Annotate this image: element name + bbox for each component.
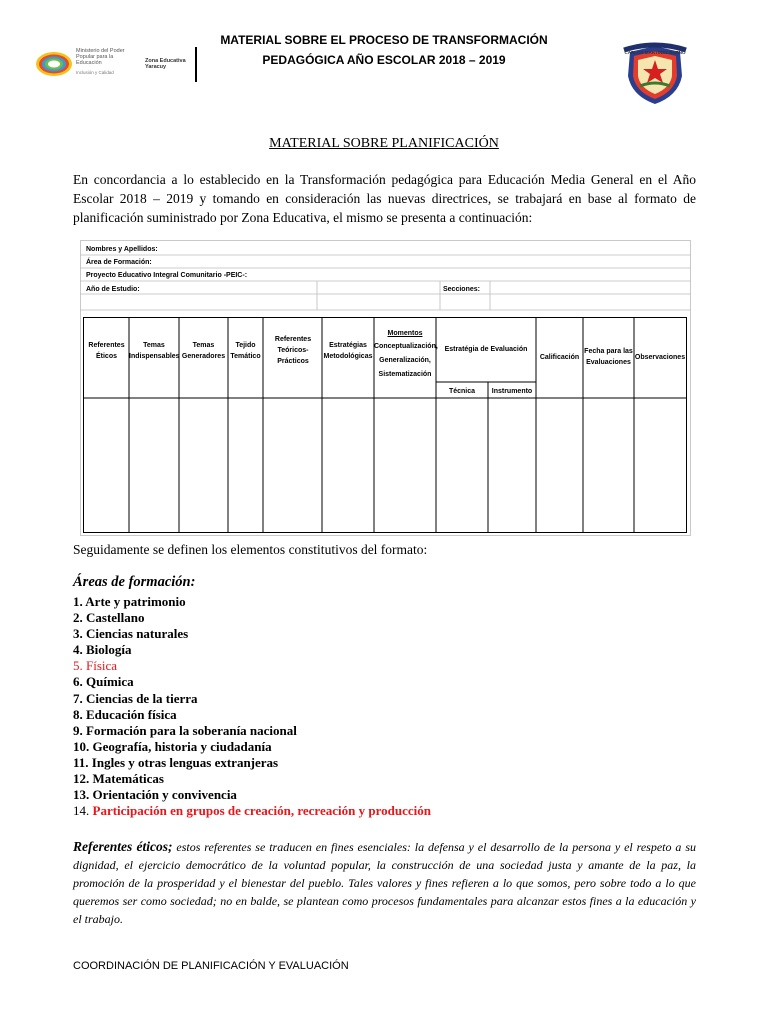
ethics-lead: Referentes éticos; [73,839,173,854]
areas-title: Áreas de formación: [73,574,196,590]
list-item: 12. Matemáticas [73,771,164,787]
form-field-name: Nombres y Apellidos: [86,246,158,253]
area-14-number: 14. [73,803,90,819]
col-momentos-detail: Conceptualización, Generalización, Sistematización [374,343,438,378]
col-referentes-eticos: Referentes Éticos [88,342,125,360]
col-tecnica: Técnica [448,388,476,395]
crest-school-name: CARLOS MARTINEZ BUENO [624,50,686,55]
ministry-name: Ministerio del Poder Popular para la Educación [76,48,125,66]
inclusion-label: Inclusión y Calidad [76,70,114,75]
ethics-body: estos referentes se traducen en fines esenciales: la defensa y el desarrollo de la persona y el respeto a su dignidad, el ejercicio democrático de la voluntad popular, la construcción de una sociedad justa y amante de la paz, la promoción de la prosperidad y el bienestar del pueblo. Tales valores y fines refieren a lo que somos, pero sobre todo a lo que queremos ser como sociedad; no en balde, se plantean como procesos fundamentales para alcanzar estos fines a la educación y el trabajo. [73,840,696,926]
list-item: 1. Arte y patrimonio [73,594,186,609]
col-observaciones: Observaciones [634,354,686,361]
col-estrategias: Estratégias Metodológicas [323,342,373,360]
school-crest-icon [620,38,690,106]
col-fecha-evaluaciones: Fecha para las Evaluaciones [584,348,633,366]
list-item: 5. Física [73,658,118,674]
form-field-area: Área de Formación: [86,259,152,266]
form-field-year: Año de Estudio: [86,286,140,293]
zona-educativa-label: Zona Educativa Yaracuy [145,58,186,70]
col-referentes-teoricos: Referentes Teóricos-Prácticos [274,336,312,365]
footer-label: COORDINACIÓN DE PLANIFICACIÓN Y EVALUACIÓN [73,960,349,972]
list-item: 10. Geografía, historia y ciudadanía [73,738,272,754]
list-item: 8. Educación física [73,706,177,722]
col-momentos: Momentos [387,330,423,337]
logo-divider [195,47,197,82]
form-field-sections: Secciones: [443,286,480,293]
planning-form [80,240,691,536]
list-item: 9. Formación para la soberanía nacional [73,722,297,738]
areas-list [73,594,431,819]
area-14-text: Participación en grupos de creación, recreación y producción [92,803,431,819]
col-temas-indispensables: Temas Indispensables [129,342,180,360]
col-instrumento: Instrumento [491,388,533,395]
ministry-logo [34,42,204,82]
document-title: MATERIAL SOBRE PLANIFICACIÓN [269,136,499,151]
elements-subtitle: Seguidamente se definen los elementos constitutivos del formato: [73,542,428,557]
intro-paragraph: En concordancia a lo establecido en la Transformación pedagógica para Educación Media General en el Año Escolar 2018 – 2019 y tomando en consideración las nuevas directrices, se trabajará en base al formato de planificación suministrado por Zona Educativa, el mismo se presenta a continuación: [73,172,696,225]
col-estrategia-evaluacion: Estratégia de Evaluación [444,346,528,353]
list-item: 6. Química [73,674,134,690]
col-calificacion: Calificación [539,354,580,361]
list-item: 3. Ciencias naturales [73,626,189,642]
list-item [73,803,431,819]
list-item: 2. Castellano [73,610,145,626]
form-field-project: Proyecto Educativo Integral Comunitario -PEIC-: [86,272,248,279]
header-title-line-1: MATERIAL SOBRE EL PROCESO DE TRANSFORMACIÓN [220,33,548,47]
list-item: 11. Ingles y otras lenguas extranjeras [73,754,279,770]
list-item: 7. Ciencias de la tierra [73,690,198,706]
planning-form-grid [80,240,691,536]
ministry-emblem-icon [34,46,74,82]
col-tejido-tematico: Tejido Temático [230,342,261,360]
list-item: 4. Biología [73,642,132,658]
col-temas-generadores: Temas Generadores [181,342,226,360]
header-title-line-2: PEDAGÓGICA AÑO ESCOLAR 2018 – 2019 [262,53,506,67]
list-item: 13. Orientación y convivencia [73,787,237,803]
ethics-paragraph [73,838,696,928]
